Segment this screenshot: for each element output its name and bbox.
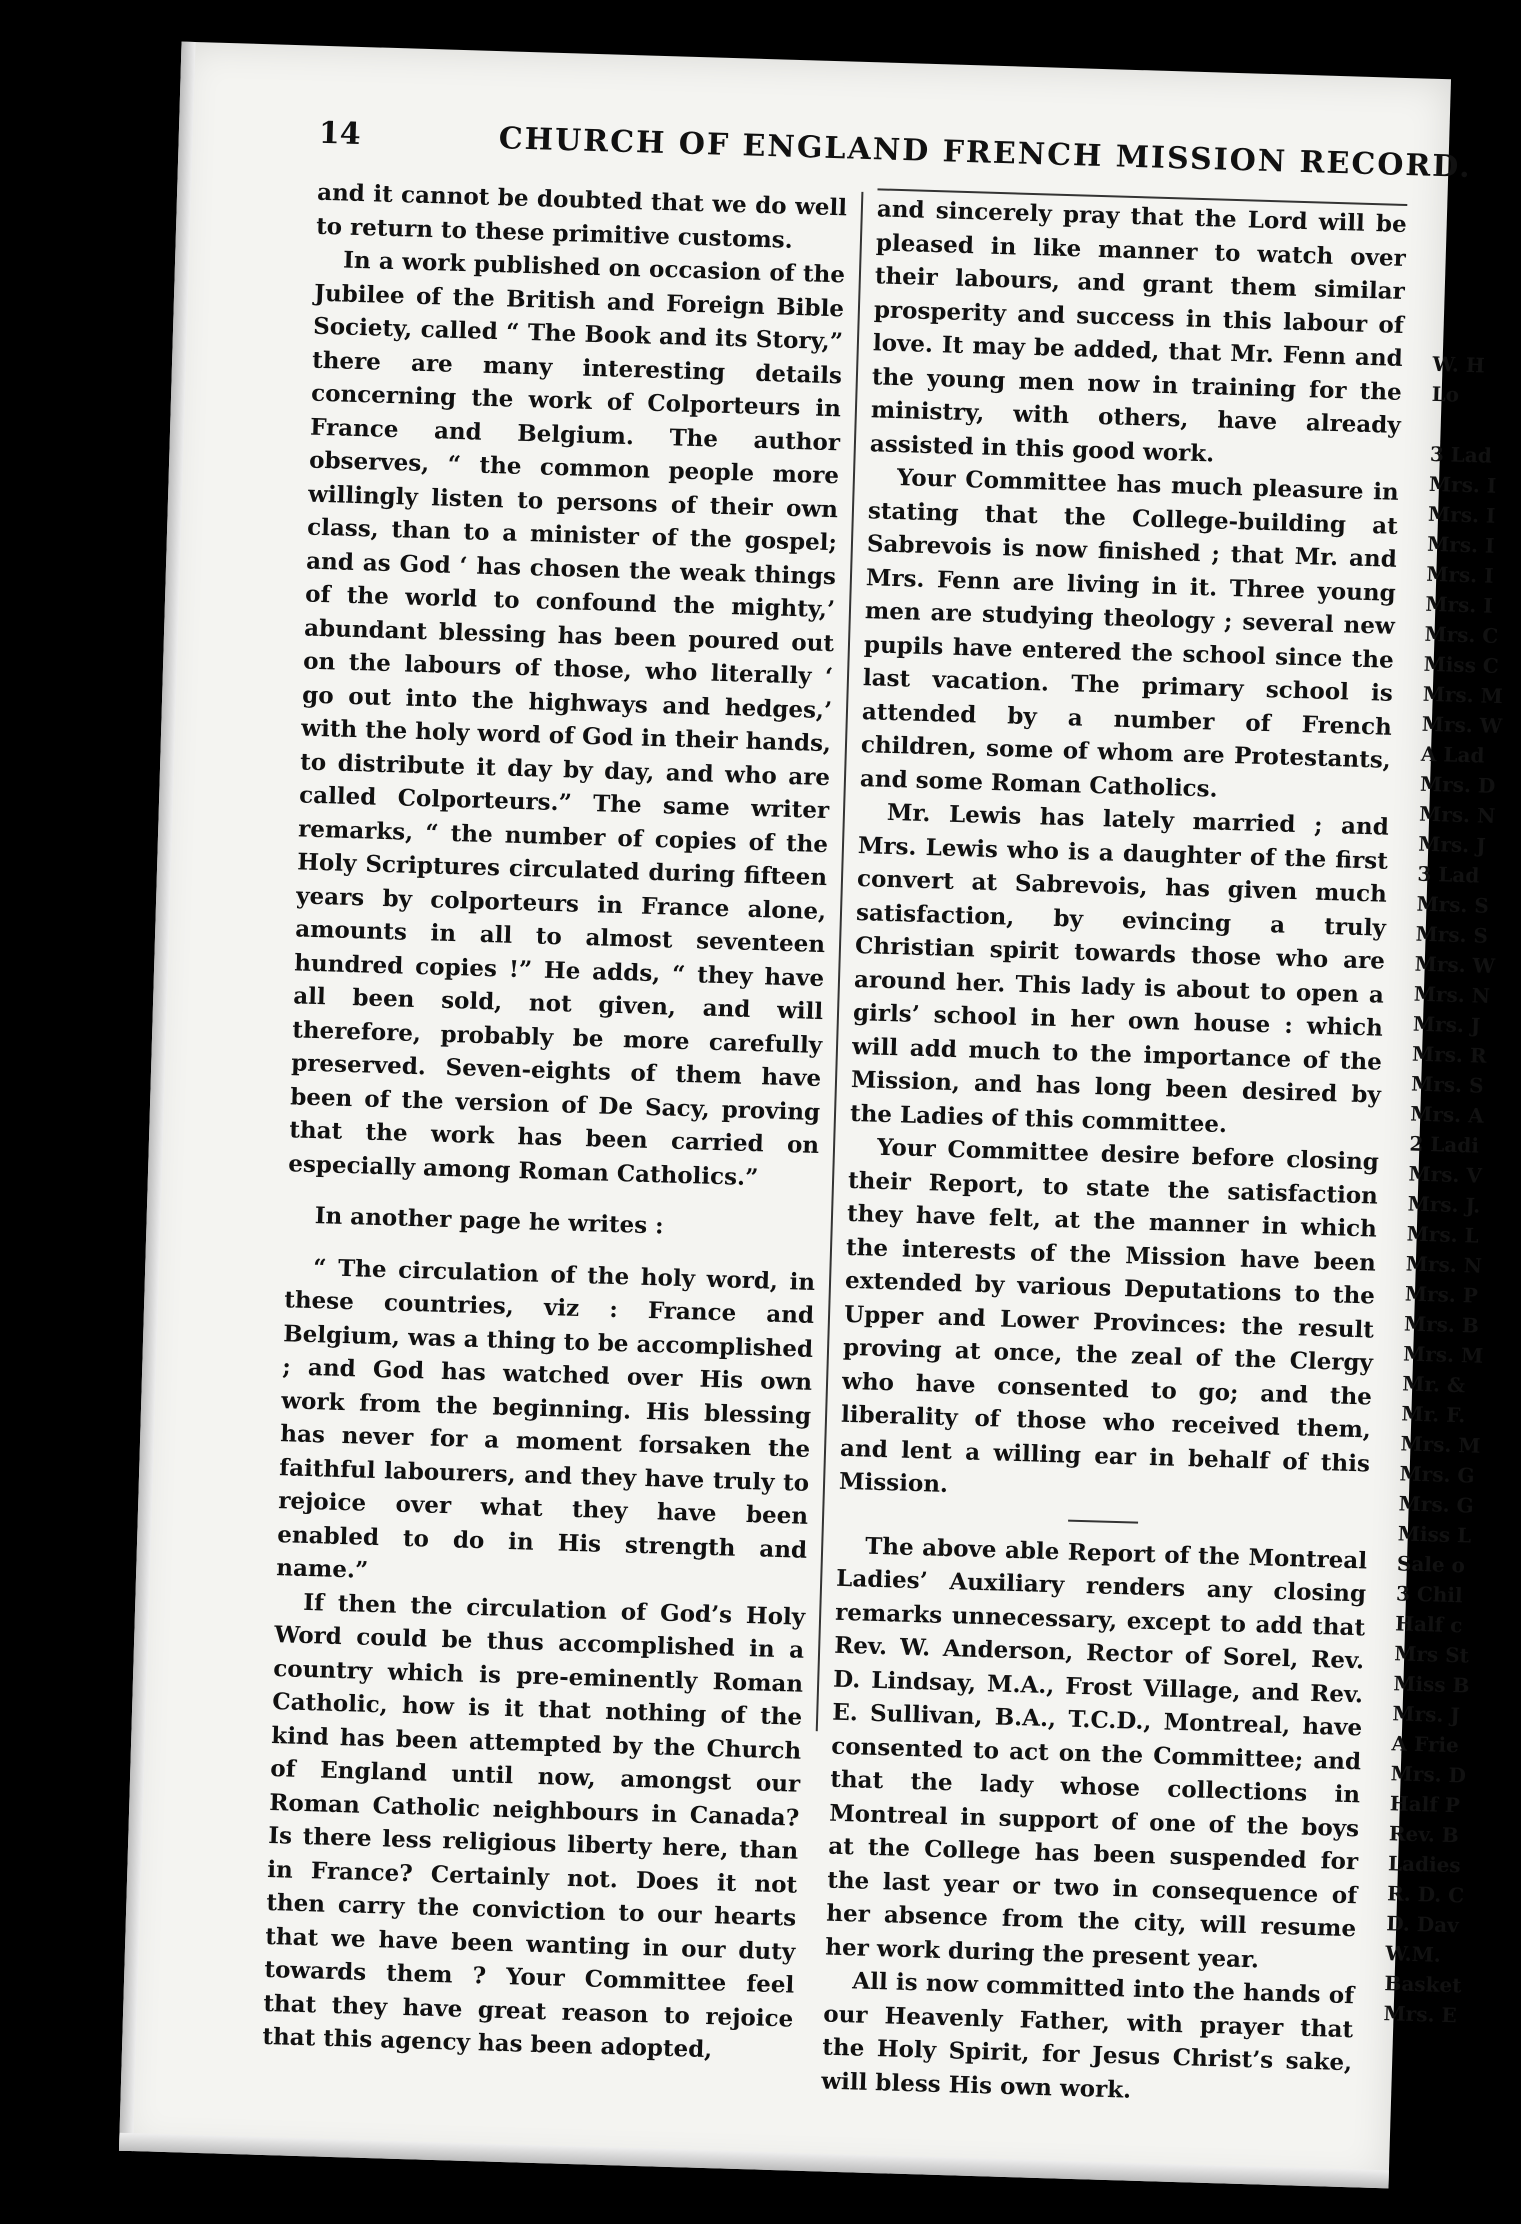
fragment-line: Mrs. C xyxy=(1424,621,1499,648)
fragment-line: Basket xyxy=(1384,1971,1462,1998)
paragraph: and it cannot be doubted that we do well to return to these primitive customs. xyxy=(315,178,848,254)
next-page-fragment xyxy=(1383,349,1504,2030)
paragraph: All is now committed into the hands of our Heavenly Father, with prayer that the Holy Spirit, for Jesus Christ’s sake, will bless His own work. xyxy=(820,1967,1355,2104)
fragment-line: W. H xyxy=(1432,351,1486,378)
fragment-line: Mrs. J. xyxy=(1407,1191,1481,1218)
fragment-line: Mrs. E xyxy=(1383,2001,1458,2028)
running-title: CHURCH OF ENGLAND FRENCH MISSION RECORD. xyxy=(498,121,1473,185)
fragment-line: Mrs. G xyxy=(1399,1461,1475,1488)
fragment-line: Mrs. S xyxy=(1415,921,1489,948)
fragment-line: Mrs. W xyxy=(1414,951,1496,978)
fragment-line: Lo xyxy=(1431,381,1460,407)
fragment-line: Mrs. W xyxy=(1421,711,1503,739)
fragment-line: Mrs. N xyxy=(1405,1251,1483,1278)
paragraph: In a work published on occasion of the Jubilee of the British and Foreign Bible Society, called “ The Book and its Story,” there are many interesting details concerning the work of Colporteurs in France and Belgium. The author observes, “ the common people more willingly listen to persons of their own class, than to a minister of the gospel; and as God ‘ has chosen the weak things of the world to confound the mighty,’ abundant blessing has been poured out on the labours of those, who literally ‘ go out into the highways and hedges,’ with the holy word of God in their hands, to distribute it day by day, and who are called Colporteurs.” The same writer remarks, “ the number of copies of the Holy Scriptures circulated during fifteen years by colporteurs in France alone, amounts in all to almost seventeen hundred copies !” He adds, “ they have all been sold, not given, and will therefore, probably be more carefully preserved. Seven-eights of them have been of the version of De Sacy, proving that the work has been carried on especially among Roman Catholics.” xyxy=(287,246,846,1191)
fragment-line: Mrs. R xyxy=(1411,1041,1487,1068)
fragment-line: Mrs. B xyxy=(1403,1311,1480,1338)
paragraph: Mr. Lewis has lately married ; and Mrs. Lewis who is a daughter of the first convert at Sabrevois, has given much satisfaction, by evincing a truly Christian spirit towards those who are around her. This lady is about to open a girls’ school in her own house : which will add much to the importance of the Mission, and has long been desired by the Ladies of this committee. xyxy=(849,798,1390,1138)
fragment-line: A Lad xyxy=(1420,741,1485,768)
fragment-line: Mrs. I xyxy=(1428,471,1497,498)
fragment-line: Mrs. J xyxy=(1392,1701,1461,1728)
fragment-line: D. Dav xyxy=(1385,1911,1460,1938)
fragment-line: Mr. F. xyxy=(1401,1401,1466,1428)
fragment-line: Miss B xyxy=(1393,1671,1470,1698)
paragraph: The above able Report of the Montreal Ladies’ Auxiliary renders any closing remarks unnecessary, except to add that Rev. W. Anderson, Rector of Sorel, Rev. D. Lindsay, M.A., Frost Village, and Rev. E. Sullivan, B.A., T.C.D., Montreal, have consented to act on the Committee; and that the lady whose collections in Montreal in support of one of the boys at the College has been suspended for the last year or two in consequence of her absence from the city, will resume her work during the present year. xyxy=(824,1532,1368,1973)
fragment-line: Mrs. D xyxy=(1419,771,1496,798)
section-divider xyxy=(1068,1519,1138,1523)
fragment-line: Half P xyxy=(1389,1791,1461,1818)
fragment-line: Mrs. D xyxy=(1390,1761,1467,1788)
fragment-line: Sale o xyxy=(1396,1551,1466,1578)
right-column xyxy=(821,192,1407,2113)
fragment-line: 2 Ladi xyxy=(1409,1131,1480,1158)
fragment-line: Mrs. M xyxy=(1422,681,1504,709)
document-page xyxy=(119,42,1504,2189)
fragment-line: Rev. B xyxy=(1388,1821,1460,1848)
fragment-line: Mrs. P xyxy=(1404,1281,1479,1308)
fragment-line: Mrs. L xyxy=(1406,1221,1480,1248)
fragment-line: Mrs. A xyxy=(1409,1101,1485,1128)
fragment-line: Mrs. J xyxy=(1412,1011,1481,1038)
fragment-list xyxy=(1383,439,1504,2030)
fragment-line: Miss C xyxy=(1423,651,1500,678)
quotation: “ The circulation of the holy word, in these countries, viz : France and Belgium, was a thing to be accomplished ; and God has watched over His own work from the beginning. His blessing has never for a moment forsaken the faithful labourers, and they have truly to rejoice over what they have been enabled to do in His strength and name.” xyxy=(275,1253,816,1584)
fragment-line: Mrs. J xyxy=(1417,831,1486,858)
fragment-line: 3 Lad xyxy=(1429,441,1493,468)
fragment-line: R. D. C xyxy=(1386,1881,1465,1908)
fragment-line: Mrs. V xyxy=(1408,1161,1483,1188)
fragment-line: Mrs. I xyxy=(1427,501,1496,528)
fragment-line: 3 Chil xyxy=(1395,1581,1463,1608)
fragment-line: Mrs. I xyxy=(1425,561,1494,588)
fragment-line: Mrs. N xyxy=(1418,801,1496,828)
fragment-line: W.M. xyxy=(1385,1941,1442,1967)
fragment-line: Mr. & xyxy=(1401,1371,1466,1398)
fragment-line: Mrs. M xyxy=(1400,1431,1481,1458)
fragment-line: Half c xyxy=(1394,1611,1463,1638)
fragment-line: A Frie xyxy=(1391,1731,1460,1758)
fragment-head xyxy=(1431,349,1493,411)
fragment-line: Mrs. I xyxy=(1426,531,1495,558)
fragment-line: Mrs. S xyxy=(1416,891,1490,918)
left-column xyxy=(262,176,847,2069)
paragraph: and sincerely pray that the Lord will be pleased in like manner to watch over their labours, and grant them similar prosperity and success in this labour of love. It may be added, that Mr. Fenn and the young men now in training for the ministry, with others, have already assisted in this good work. xyxy=(869,195,1408,467)
paragraph: If then the circulation of God’s Holy Word could be thus accomplished in a country which is pre-eminently Roman Catholic, how is it that nothing of the kind has been attempted by the Church of England until now, amongst our Roman Catholic neighbours in Canada? Is there less religious liberty here, than in France? Certainly not. Does it not then carry the conviction to our hearts that we have been wanting in our duty towards them ? Your Committee feel that they have great reason to rejoice that this agency has been adopted, xyxy=(262,1588,806,2064)
fragment-line: Mrs. S xyxy=(1410,1071,1484,1098)
fragment-line: Mrs St xyxy=(1393,1641,1470,1668)
page-number: 14 xyxy=(318,115,362,152)
fragment-line: Mrs. M xyxy=(1402,1341,1484,1368)
page-edge xyxy=(119,42,196,2151)
fragment-line: Mrs. I xyxy=(1425,591,1493,618)
fragment-line: 3 Lad xyxy=(1417,861,1480,888)
fragment-line: Miss L xyxy=(1397,1521,1472,1548)
paragraph: Your Committee desire before closing their Report, to state the satisfaction they have felt, at the manner in which the interests of the Mission have been extended by various Deputations to the Upper and Lower Provinces: the result proving at once, the zeal of the Clergy who have consented to go; and the liberality of those who received them, and lent a willing ear in behalf of this Mission. xyxy=(838,1133,1380,1498)
paragraph: Your Committee has much pleasure in stating that the College-building at Sabrevois is now finished ; that Mr. and Mrs. Fenn are living in it. Three young men are studying theology ; several new pupils have entered the school since the last vacation. The primary school is attended by a number of French children, some of whom are Protestants, and some Roman Catholics. xyxy=(859,464,1400,803)
fragment-line: Mrs. G xyxy=(1398,1491,1475,1518)
fragment-line: Mrs. N xyxy=(1413,981,1491,1008)
paragraph: In another page he writes : xyxy=(314,1202,665,1240)
page-edge xyxy=(119,2133,1389,2189)
fragment-line: Ladies xyxy=(1387,1851,1461,1878)
